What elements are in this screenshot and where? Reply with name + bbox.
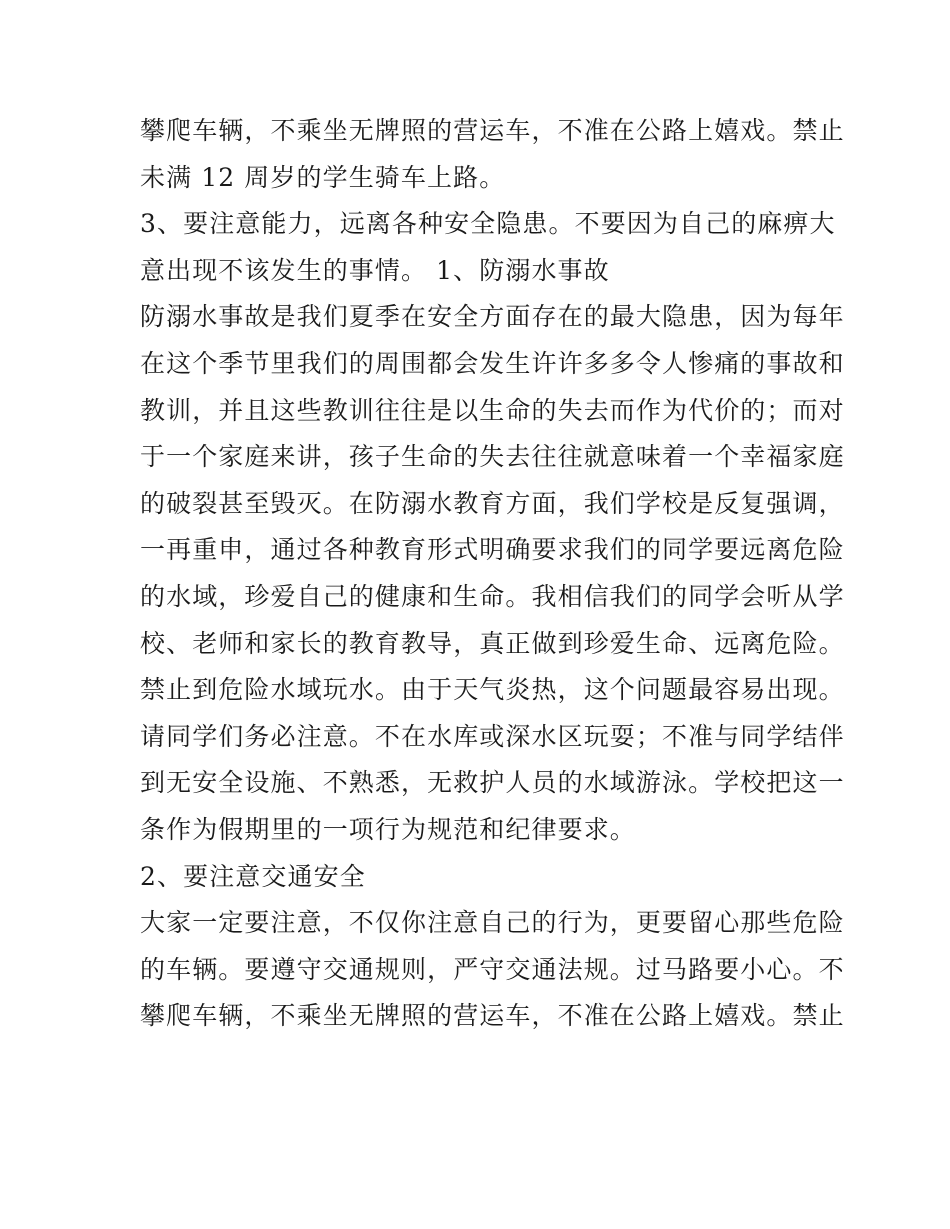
text-line: 大家一定要注意，不仅你注意自己的行为，更要留心那些危险 — [140, 908, 845, 938]
text-line: 的破裂甚至毁灭。在防溺水教育方面，我们学校是反复强调， — [140, 488, 845, 518]
text-line: 于一个家庭来讲，孩子生命的失去往往就意味着一个幸福家庭 — [140, 442, 845, 472]
text-line: 一再重申，通过各种教育形式明确要求我们的同学要远离危险 — [140, 535, 845, 565]
text-line: 的车辆。要遵守交通规则，严守交通法规。过马路要小心。不 — [140, 954, 845, 984]
text-line: 意出现不该发生的事情。 1、防溺水事故 — [140, 255, 610, 285]
text-line: 攀爬车辆，不乘坐无牌照的营运车，不准在公路上嬉戏。禁止 — [140, 116, 845, 145]
document-page — [140, 108, 845, 1040]
text-line: 防溺水事故是我们夏季在安全方面存在的最大隐患，因为每年 — [140, 302, 845, 332]
text-line: 未满 12 周岁的学生骑车上路。 — [140, 162, 506, 192]
section-heading-line: 2、要注意交通安全 — [140, 861, 366, 891]
text-line: 校、老师和家长的教育教导，真正做到珍爱生命、远离危险。 — [140, 628, 845, 658]
text-line: 攀爬车辆，不乘坐无牌照的营运车，不准在公路上嬉戏。禁止 — [140, 1001, 845, 1031]
text-line: 在这个季节里我们的周围都会发生许许多多令人惨痛的事故和 — [140, 348, 845, 378]
text-line: 禁止到危险水域玩水。由于天气炎热，这个问题最容易出现。 — [140, 675, 845, 705]
text-line: 条作为假期里的一项行为规范和纪律要求。 — [140, 814, 636, 844]
text-line: 请同学们务必注意。不在水库或深水区玩耍；不准与同学结伴 — [140, 721, 845, 751]
text-line: 教训，并且这些教训往往是以生命的失去而作为代价的；而对 — [140, 395, 845, 425]
section-heading-line: 3、要注意能力，远离各种安全隐患。不要因为自己的麻痹大 — [140, 209, 836, 239]
text-line: 到无安全设施、不熟悉，无救护人员的水域游泳。学校把这一 — [140, 768, 845, 798]
text-line: 的水域，珍爱自己的健康和生命。我相信我们的同学会听从学 — [140, 581, 845, 611]
